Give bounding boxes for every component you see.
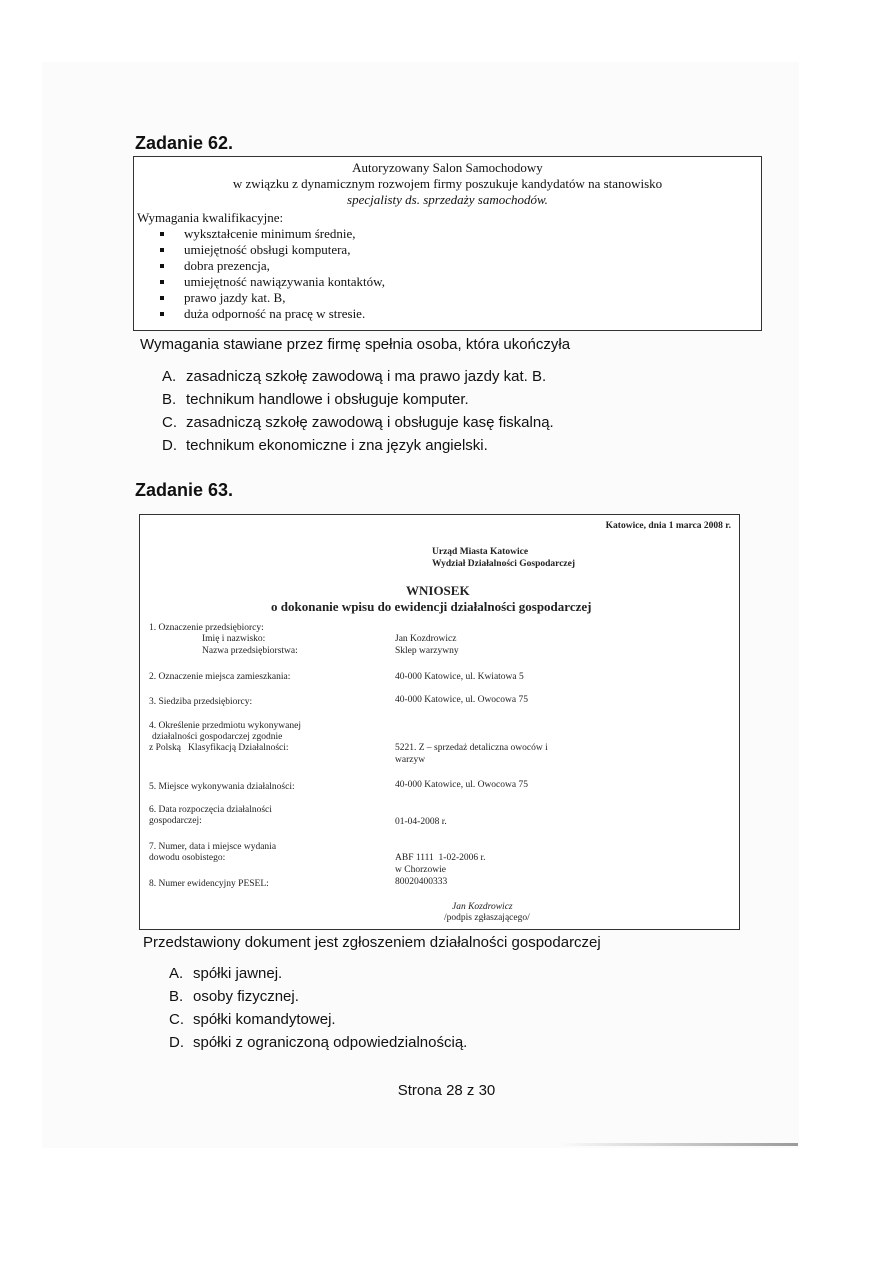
task-62-title: Zadanie 62. [135, 133, 234, 153]
task-62-question: Wymagania stawiane przez firmę spełnia osoba, która ukończyła [140, 336, 571, 353]
office-department: Wydział Działalności Gospodarczej [432, 559, 576, 569]
job-ad-box [133, 156, 762, 331]
doc-date: Katowice, dnia 1 marca 2008 r. [605, 521, 731, 531]
requirement-item: prawo jazdy kat. B, [184, 290, 761, 306]
requirement-item: wykształcenie minimum średnie, [184, 226, 761, 242]
field-1-label: 1. Oznaczenie przedsiębiorcy: [149, 623, 264, 633]
field-7-value-1: ABF 1111 1-02-2006 r. [395, 853, 486, 863]
task-63-answers [169, 962, 467, 1054]
field-3-label: 3. Siedziba przedsiębiorcy: [149, 697, 253, 707]
field-7-label-2: dowodu osobistego: [149, 853, 226, 863]
field-5-label: 5. Miejsce wykonywania działalności: [149, 782, 295, 792]
requirement-item: dobra prezencja, [184, 258, 761, 274]
field-8-value: 80020400333 [395, 877, 448, 887]
task-63-title: Zadanie 63. [135, 480, 234, 500]
ad-line-1: Autoryzowany Salon Samochodowy [352, 160, 543, 175]
signature-label: /podpis zgłaszającego/ [444, 913, 530, 923]
field-1b-value: Sklep warzywny [395, 646, 459, 656]
page-number: Strona 28 z 30 [397, 1082, 496, 1099]
answer-b[interactable]: B. osoby fizycznej. [169, 988, 299, 1005]
answer-d[interactable]: D. spółki z ograniczoną odpowiedzialnością. [169, 1034, 468, 1051]
requirement-item: umiejętność obsługi komputera, [184, 242, 761, 258]
ad-line-2: w związku z dynamicznym rozwojem firmy poszukuje kandydatów na stanowisko [232, 176, 663, 191]
field-4-label-2: działalności gospodarczej zgodnie [152, 732, 283, 742]
field-4-value-2: warzyw [395, 755, 426, 765]
field-7-value-2: w Chorzowie [395, 865, 446, 875]
field-1a-value: Jan Kozdrowicz [395, 634, 457, 644]
requirements-list [134, 226, 761, 322]
field-5-value: 40-000 Katowice, ul. Owocowa 75 [395, 780, 528, 790]
answer-b[interactable]: B. technikum handlowe i obsługuje komputer. [162, 391, 469, 408]
field-8-label: 8. Numer ewidencyjny PESEL: [149, 879, 269, 889]
task-63-question: Przedstawiony dokument jest zgłoszeniem działalności gospodarczej [143, 934, 601, 951]
field-6-value: 01-04-2008 r. [395, 817, 447, 827]
field-3-value: 40-000 Katowice, ul. Owocowa 75 [395, 695, 528, 705]
answer-d[interactable]: D. technikum ekonomiczne i zna język angielski. [162, 437, 488, 454]
field-1a-label: Imię i nazwisko: [202, 634, 266, 644]
doc-subheading: o dokonanie wpisu do ewidencji działalności gospodarczej [271, 599, 592, 614]
field-4-value-1: 5221. Z – sprzedaż detaliczna owoców i [395, 743, 548, 753]
field-6-label-1: 6. Data rozpoczęcia działalności [149, 805, 272, 815]
field-2-label: 2. Oznaczenie miejsca zamieszkania: [149, 672, 291, 682]
field-2-value: 40-000 Katowice, ul. Kwiatowa 5 [395, 672, 524, 682]
answer-c[interactable]: C. zasadniczą szkołę zawodową i obsługuje kasę fiskalną. [162, 414, 554, 431]
requirement-item: umiejętność nawiązywania kontaktów, [184, 274, 761, 290]
field-6-label-2: gospodarczej: [149, 816, 202, 826]
field-4-label-3: z Polską Klasyfikacją Działalności: [149, 743, 289, 753]
office-name: Urząd Miasta Katowice [432, 547, 529, 557]
doc-heading: WNIOSEK [406, 583, 470, 598]
task-62-answers [162, 365, 554, 457]
field-1b-label: Nazwa przedsiębiorstwa: [202, 646, 298, 656]
answer-a[interactable]: A. zasadniczą szkołę zawodową i ma prawo jazdy kat. B. [162, 368, 547, 385]
signature: Jan Kozdrowicz [452, 902, 513, 912]
requirements-title: Wymagania kwalifikacyjne: [137, 210, 284, 225]
field-4-label-1: 4. Określenie przedmiotu wykonywanej [149, 721, 301, 731]
answer-c[interactable]: C. spółki komandytowej. [169, 1011, 336, 1028]
answer-a[interactable]: A. spółki jawnej. [169, 965, 283, 982]
scan-edge [560, 1143, 798, 1146]
application-document [139, 514, 740, 930]
ad-line-3: specjalisty ds. sprzedaży samochodów. [347, 192, 548, 207]
field-7-label-1: 7. Numer, data i miejsce wydania [149, 842, 277, 852]
requirement-item: duża odporność na pracę w stresie. [184, 306, 761, 322]
